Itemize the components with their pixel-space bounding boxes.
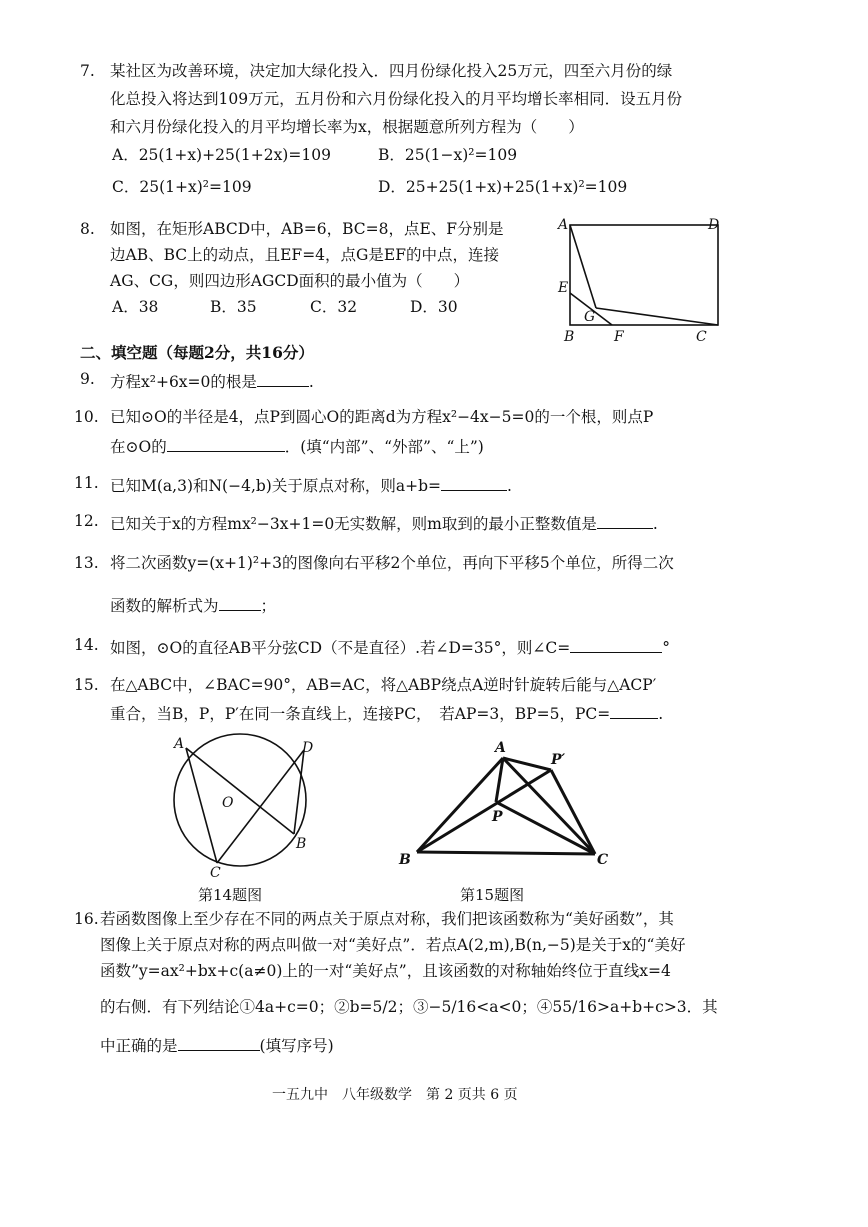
label-a: A [174, 736, 185, 752]
q10-stem [110, 437, 484, 456]
q11-end: . [507, 477, 512, 495]
q16-line3: 函数”y=ax²+bx+c(a≠0)上的一对“美好点”，且该函数的对称轴始终位于直线x=4 [100, 962, 671, 980]
q10-number: 10. [74, 408, 99, 426]
label-d: D [302, 740, 314, 756]
q14-end: ° [662, 639, 670, 657]
q7-option-d: D．25+25(1+x)+25(1+x)²=109 [378, 178, 628, 196]
q13-line1: 将二次函数y=(x+1)²+3的图像向右平移2个单位，再向下平移5个单位，所得二次 [110, 554, 674, 572]
q14-number: 14. [74, 636, 99, 654]
label-p-prime: P′ [551, 752, 566, 768]
diameter-ab [186, 748, 294, 834]
label-b: B [296, 836, 307, 852]
q15-number: 15. [74, 676, 99, 694]
q7-line1: 某社区为改善环境，决定加大绿化投入．四月份绿化投入25万元，四至六月份的绿 [110, 62, 673, 80]
label-c: C [597, 852, 609, 868]
q15-stem [110, 704, 663, 723]
q10-answer-blank[interactable] [167, 437, 285, 452]
q12-stem [110, 514, 658, 533]
label-a: A [558, 217, 569, 233]
q9-end: . [308, 373, 314, 391]
q14-answer-blank[interactable] [570, 638, 662, 653]
q16-answer-blank[interactable] [178, 1036, 260, 1051]
q8-rectangle-figure [552, 210, 732, 345]
label-e: E [558, 280, 569, 296]
q8-line1: 如图，在矩形ABCD中，AB=6，BC=8，点E、F分别是 [110, 220, 504, 238]
label-o: O [222, 795, 234, 811]
q8-line2: 边AB、BC上的动点，且EF=4，点G是EF的中点，连接 [110, 246, 499, 264]
q7-line2: 化总投入将达到109万元，五月份和六月份绿化投入的月平均增长率相同．设五月份 [110, 90, 683, 108]
q10-line1: 已知⊙O的半径是4，点P到圆心O的距离d为方程x²−4x−5=0的一个根，则点P [110, 408, 654, 426]
q12-answer-blank[interactable] [597, 514, 653, 529]
q9-stem [110, 372, 314, 391]
q15-triangle-figure [395, 730, 625, 870]
q13-text: 函数的解析式为 [110, 597, 219, 615]
fig14-caption: 第14题图 [198, 886, 263, 904]
side-bc [417, 852, 595, 854]
q11-number: 11. [74, 474, 99, 492]
q8-number: 8. [80, 220, 95, 238]
q16-stem [100, 1036, 334, 1055]
label-p: P [492, 809, 503, 825]
q16-number: 16. [74, 910, 99, 928]
segment-cg [596, 308, 718, 325]
q11-answer-blank[interactable] [441, 476, 507, 491]
q8-option-b: B．35 [210, 298, 257, 316]
q14-text: 如图，⊙O的直径AB平分弦CD（不是直径）.若∠D=35°，则∠C= [110, 639, 571, 657]
section-fill-in-heading: 二、填空题（每题2分，共16分） [80, 343, 314, 362]
label-f: F [614, 329, 624, 345]
q12-text: 已知关于x的方程mx²−3x+1=0无实数解，则m取到的最小正整数值是 [110, 515, 597, 533]
q11-text: 已知M(a,3)和N(−4,b)关于原点对称，则a+b= [110, 477, 441, 495]
label-b: B [399, 852, 411, 868]
page-footer: 一五九中 八年级数学 第 2 页共 6 页 [272, 1087, 518, 1103]
label-g: G [584, 309, 596, 325]
side-ab [417, 758, 503, 852]
q15-line1: 在△ABC中，∠BAC=90°，AB=AC，将△ABP绕点A逆时针旋转后能与△ACP′ [110, 676, 657, 694]
q7-number: 7. [80, 62, 95, 80]
fig15-caption: 第15题图 [460, 886, 525, 904]
q7-option-b: B．25(1−x)²=109 [378, 146, 518, 164]
q16-end: (填写序号) [259, 1037, 334, 1055]
q15-text: 重合，当B，P，P′在同一条直线上，连接PC， 若AP=3，BP=5，PC= [110, 705, 611, 723]
q14-circle-figure [160, 730, 330, 880]
q9-answer-blank[interactable] [257, 372, 309, 387]
label-a: A [495, 740, 506, 756]
q15-end: . [658, 705, 664, 723]
q8-option-c: C．32 [310, 298, 358, 316]
q16-text: 中正确的是 [100, 1037, 178, 1055]
q13-number: 13. [74, 554, 99, 572]
q12-end: . [652, 515, 658, 533]
q13-end: ； [260, 597, 277, 615]
q9-number: 9. [80, 370, 95, 388]
q11-stem [110, 476, 512, 495]
q13-answer-blank[interactable] [219, 596, 261, 611]
q8-option-d: D．30 [410, 298, 458, 316]
q8-option-a: A．38 [112, 298, 159, 316]
q14-stem [110, 638, 670, 657]
line-bpp [417, 770, 551, 852]
q13-stem [110, 596, 276, 615]
label-c: C [210, 865, 221, 880]
q16-line2: 图像上关于原点对称的两点叫做一对“美好点”．若点A(2,m),B(n,−5)是关于x的“美好 [100, 936, 686, 954]
segment-ac [186, 748, 217, 863]
q7-option-a: A．25(1+x)+25(1+2x)=109 [112, 146, 331, 164]
q12-number: 12. [74, 512, 99, 530]
q16-line4: 的右侧．有下列结论①4a+c=0；②b=5/2；③−5/16<a<0；④55/16>a+b+c>3．其 [100, 998, 718, 1016]
q7-option-c: C．25(1+x)²=109 [112, 178, 252, 196]
label-d: D [708, 217, 720, 233]
label-b: B [564, 329, 575, 345]
q8-line3: AG、CG，则四边形AGCD面积的最小值为（ ） [110, 272, 470, 290]
q7-line3: 和六月份绿化投入的月平均增长率为x，根据题意所列方程为（ ） [110, 118, 584, 136]
q9-text: 方程x²+6x=0的根是 [110, 373, 257, 391]
q16-line1: 若函数图像上至少存在不同的两点关于原点对称，我们把该函数称为“美好函数”，其 [100, 910, 674, 928]
q15-answer-blank[interactable] [610, 704, 658, 719]
q10-text: 在⊙O的 [110, 438, 167, 456]
label-c: C [696, 329, 707, 345]
q10-end: ．(填“内部”、“外部”、“上”) [284, 438, 484, 456]
